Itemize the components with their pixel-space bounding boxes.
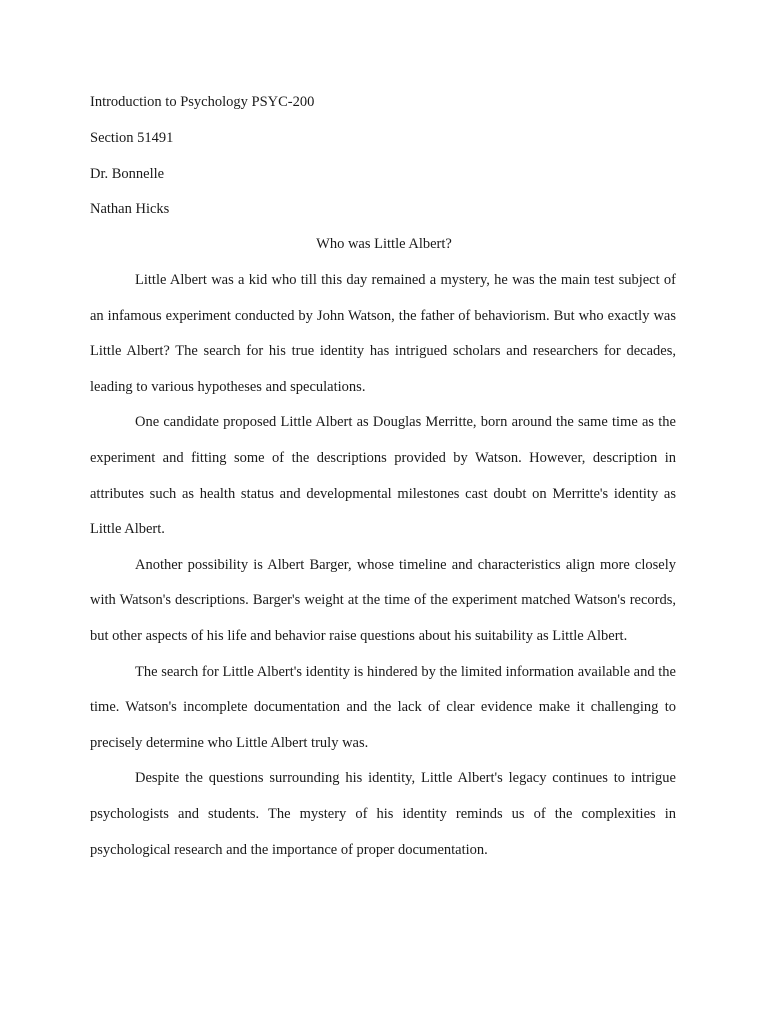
instructor-line: Dr. Bonnelle — [90, 166, 165, 182]
student-name-line: Nathan Hicks — [90, 201, 170, 217]
essay-body — [90, 263, 676, 868]
paragraph-2: One candidate proposed Little Albert as Douglas Merritte, born around the same time as the experiment and fitting some of the descriptions provided by Watson. However, description in attributes such as health status and developmental milestones cast doubt on Merritte's identity as Little Albert. — [90, 414, 676, 538]
course-line: Introduction to Psychology PSYC-200 — [90, 94, 315, 110]
section-line: Section 51491 — [90, 130, 174, 146]
paragraph-4: The search for Little Albert's identity is hindered by the limited information available and the time. Watson's incomplete documentation and the lack of clear evidence make it challenging to precisely determine who Little Albert truly was. — [90, 663, 676, 751]
paragraph-1: Little Albert was a kid who till this day remained a mystery, he was the main test subject of an infamous experiment conducted by John Watson, the father of behaviorism. But who exactly was Little Albert? The search for his true identity has intrigued scholars and researchers for decades, leading to various hypotheses and speculations. — [90, 272, 676, 395]
paragraph-3: Another possibility is Albert Barger, whose timeline and characteristics align more closely with Watson's descriptions. Barger's weight at the time of the experiment matched Watson's records, but other aspects of his life and behavior raise questions about his suitability as Little Albert. — [90, 556, 676, 644]
essay-title: Who was Little Albert? — [316, 236, 452, 252]
paragraph-5: Despite the questions surrounding his identity, Little Albert's legacy continues to intrigue psychologists and students. The mystery of his identity reminds us of the complexities in psychological research and the importance of proper documentation. — [90, 770, 676, 858]
